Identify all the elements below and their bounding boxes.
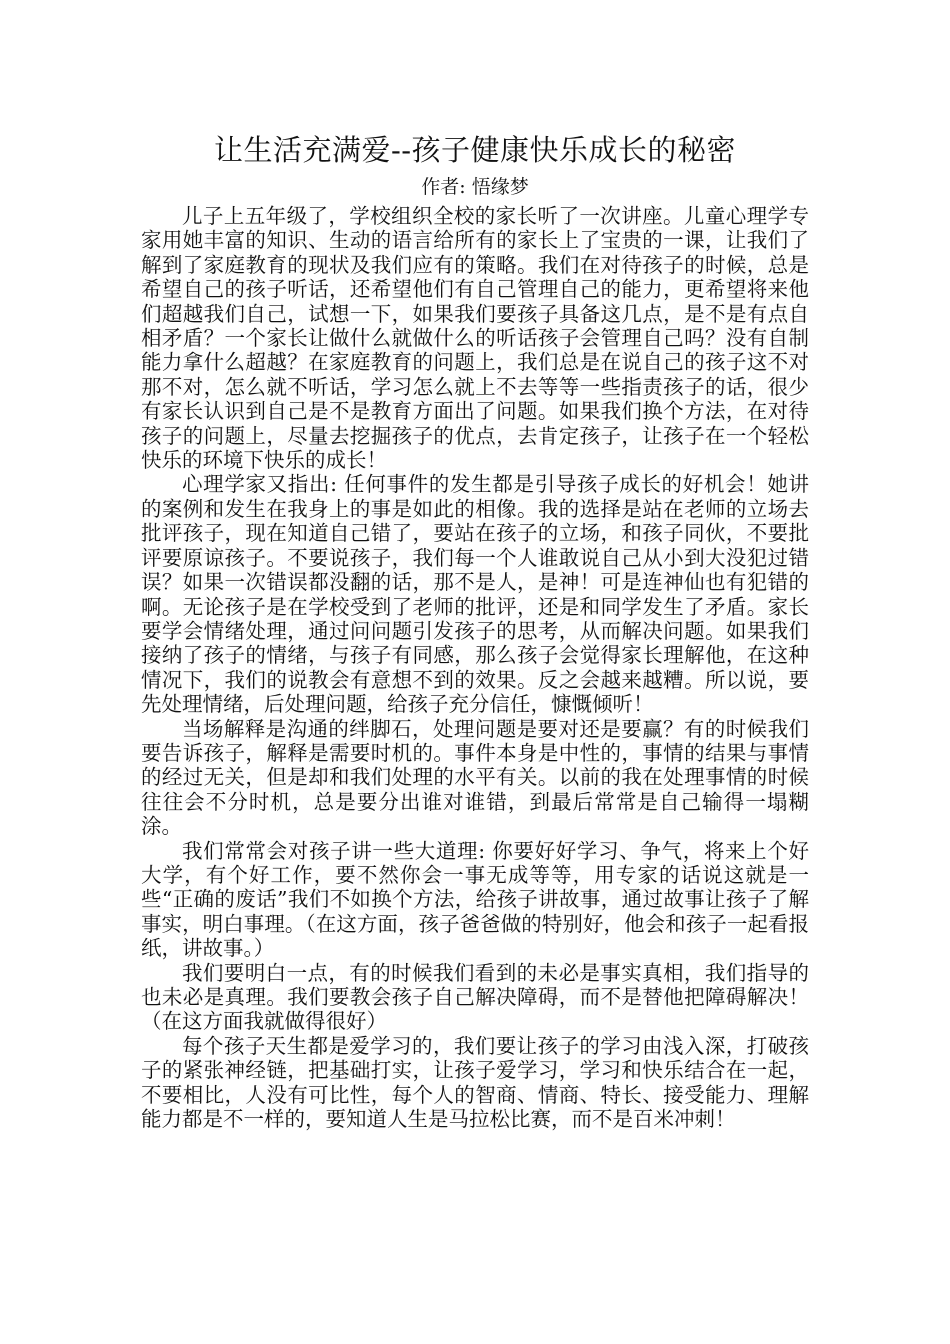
document-title: 让生活充满爱--孩子健康快乐成长的秘密: [213, 133, 737, 167]
document-page: [141, 130, 809, 1131]
document-author: 作者: 悟缘梦: [421, 176, 529, 198]
paragraph: 我们要明白一点，有的时候我们看到的未必是事实真相，我们指导的也未必是真理。我们要教会孩子自己解决障碍，而不是替他把障碍解决！（在这方面我就做得很好）: [141, 960, 809, 1034]
paragraph: 心理学家又指出: 任何事件的发生都是引导孩子成长的好机会！她讲的案例和发生在我身上的事是如此的相像。我的选择是站在老师的立场去批评孩子，现在知道自己错了，要站在孩子的立场，和孩子同伙，不要批评要原谅孩子。不要说孩子，我们每一个人谁敢说自己从小到大没犯过错误？如果一次错误都没翻的话，那不是人，是神！可是连神仙也有犯错的啊。无论孩子是在学校受到了老师的批评，还是和同学发生了矛盾。家长要学会情绪处理，通过问问题引发孩子的思考，从而解决问题。如果我们接纳了孩子的情绪，与孩子有同感，那么孩子会觉得家长理解他，在这种情况下，我们的说教会有意想不到的效果。反之会越来越糟。所以说，要先处理情绪，后处理问题，给孩子充分信任，慷慨倾听！: [141, 472, 809, 717]
paragraph: 每个孩子天生都是爱学习的，我们要让孩子的学习由浅入深，打破孩子的紧张神经链，把基础打实，让孩子爱学习，学习和快乐结合在一起，不要相比，人没有可比性，每个人的智商、情商、特长、接受能力、理解能力都是不一样的，要知道人生是马拉松比赛，而不是百米冲刺！: [141, 1033, 809, 1132]
paragraph: 我们常常会对孩子讲一些大道理: 你要好好学习、争气，将来上个好大学，有个好工作，要不然你会一事无成等等，用专家的话说这就是一些“正确的废话”我们不如换个方法，给孩子讲故事，通过故事让孩子了解事实，明白事理。（在这方面，孩子爸爸做的特别好，他会和孩子一起看报纸，讲故事。）: [141, 838, 809, 961]
paragraph: 当场解释是沟通的绊脚石，处理问题是要对还是要赢？有的时候我们要告诉孩子，解释是需要时机的。事件本身是中性的，事情的结果与事情的经过无关，但是却和我们处理的水平有关。以前的我在处理事情的时候往往会不分时机，总是要分出谁对谁错，到最后常常是自己输得一塌糊涂。: [141, 716, 809, 839]
paragraph: 儿子上五年级了，学校组织全校的家长听了一次讲座。儿童心理学专家用她丰富的知识、生动的语言给所有的家长上了宝贵的一课，让我们了解到了家庭教育的现状及我们应有的策略。我们在对待孩子的时候，总是希望自己的孩子听话，还希望他们有自己管理自己的能力，更希望将来他们超越我们自己，试想一下，如果我们要孩子具备这几点，是不是有点自相矛盾？一个家长让做什么就做什么的听话孩子会管理自己吗？没有自制能力拿什么超越？在家庭教育的问题上，我们总是在说自己的孩子这不对那不对，怎么就不听话，学习怎么就上不去等等一些指责孩子的话，很少有家长认识到自己是不是教育方面出了问题。如果我们换个方法，在对待孩子的问题上，尽量去挖掘孩子的优点，去肯定孩子，让孩子在一个轻松快乐的环境下快乐的成长！: [141, 204, 809, 473]
